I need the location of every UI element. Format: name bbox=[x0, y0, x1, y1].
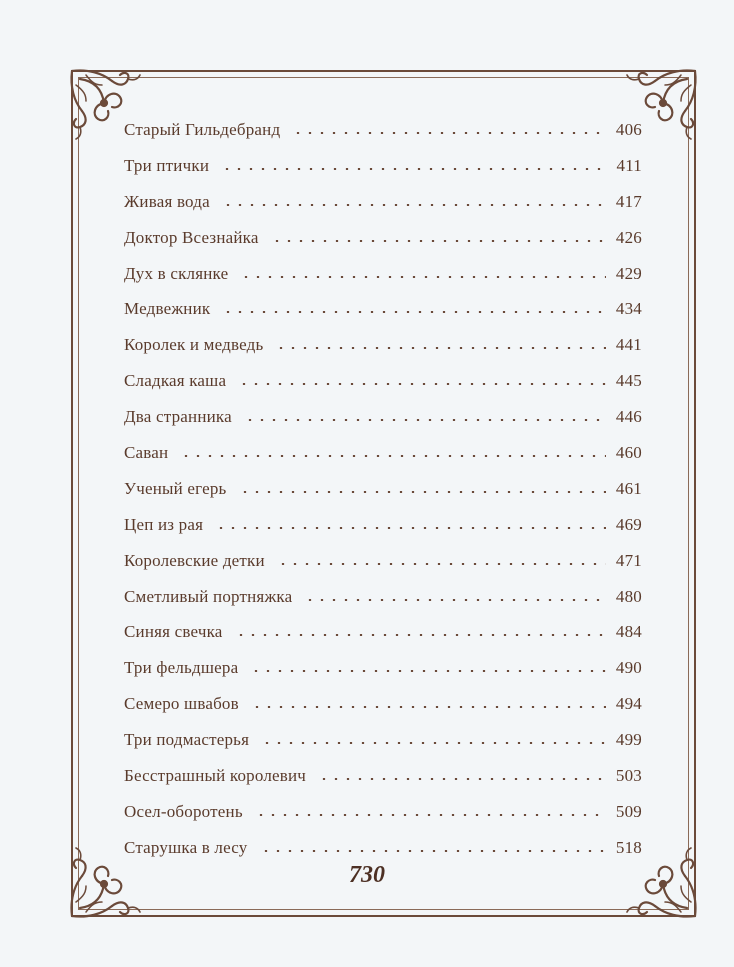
dot-leader bbox=[318, 778, 606, 780]
toc-entry-title: Доктор Всезнайка bbox=[124, 227, 259, 247]
toc-entry-title: Два странника bbox=[124, 407, 232, 427]
toc-entry-page: 484 bbox=[615, 622, 642, 642]
toc-entry[interactable] bbox=[124, 291, 642, 327]
toc-entry-title: Саван bbox=[124, 442, 169, 462]
toc-entry-page: 411 bbox=[616, 155, 642, 175]
toc-entry-page: 490 bbox=[615, 658, 642, 678]
toc-entry[interactable] bbox=[124, 435, 642, 471]
toc-entry-title: Старый Гильдебранд bbox=[124, 119, 281, 139]
toc-entry-title: Бесстрашный королевич bbox=[124, 765, 307, 785]
toc-entry[interactable] bbox=[124, 758, 642, 794]
toc-entry[interactable] bbox=[124, 220, 642, 256]
toc-entry-title: Живая вода bbox=[124, 191, 210, 211]
toc-entry-page: 417 bbox=[615, 191, 642, 211]
toc-entry[interactable] bbox=[124, 471, 642, 507]
toc-entry[interactable] bbox=[124, 579, 642, 615]
dot-leader bbox=[260, 850, 606, 852]
dot-leader bbox=[255, 814, 606, 816]
dot-leader bbox=[222, 204, 606, 206]
dot-leader bbox=[304, 599, 606, 601]
toc-entry-page: 461 bbox=[615, 478, 642, 498]
toc-entry[interactable] bbox=[124, 543, 642, 579]
toc-entry-page: 499 bbox=[615, 730, 642, 750]
toc-entry-title: Осел-оборотень bbox=[124, 801, 243, 821]
toc-entry-page: 494 bbox=[615, 694, 642, 714]
toc-entry-title: Дух в склянке bbox=[124, 263, 229, 283]
toc-entry-title: Семеро швабов bbox=[124, 694, 239, 714]
toc-entry-page: 426 bbox=[615, 227, 642, 247]
toc-entry-page: 480 bbox=[615, 586, 642, 606]
toc-entry[interactable] bbox=[124, 184, 642, 220]
dot-leader bbox=[180, 455, 606, 457]
dot-leader bbox=[240, 276, 606, 278]
toc-entry-title: Три фельдшера bbox=[124, 658, 239, 678]
toc-entry-title: Три птички bbox=[124, 155, 210, 175]
toc-entry[interactable] bbox=[124, 112, 642, 148]
toc-entry[interactable] bbox=[124, 830, 642, 866]
toc-entry[interactable] bbox=[124, 256, 642, 292]
toc-entry-page: 406 bbox=[615, 119, 642, 139]
toc-entry-page: 446 bbox=[615, 407, 642, 427]
toc-entry[interactable] bbox=[124, 327, 642, 363]
dot-leader bbox=[222, 311, 606, 313]
toc-entry-page: 471 bbox=[615, 550, 642, 570]
toc-entry-page: 434 bbox=[615, 299, 642, 319]
toc-entry[interactable] bbox=[124, 794, 642, 830]
dot-leader bbox=[235, 634, 606, 636]
dot-leader bbox=[275, 347, 605, 349]
toc-entry-title: Старушка в лесу bbox=[124, 837, 248, 857]
toc-entry-title: Королек и медведь bbox=[124, 335, 264, 355]
toc-entry[interactable] bbox=[124, 614, 642, 650]
toc-entry-title: Медвежник bbox=[124, 299, 211, 319]
dot-leader bbox=[244, 419, 606, 421]
toc-entry-title: Цеп из рая bbox=[124, 514, 204, 534]
toc-entry-page: 445 bbox=[615, 371, 642, 391]
dot-leader bbox=[292, 132, 606, 134]
toc-entry-page: 441 bbox=[615, 335, 642, 355]
toc-entry[interactable] bbox=[124, 650, 642, 686]
toc-entry[interactable] bbox=[124, 399, 642, 435]
toc-entry-title: Сладкая каша bbox=[124, 371, 227, 391]
dot-leader bbox=[215, 527, 606, 529]
dot-leader bbox=[271, 240, 606, 242]
toc-entry-page: 429 bbox=[615, 263, 642, 283]
toc-entry[interactable] bbox=[124, 507, 642, 543]
page-number: 730 bbox=[349, 862, 385, 888]
toc-entry-title: Синяя свечка bbox=[124, 622, 223, 642]
toc-entry-page: 469 bbox=[615, 514, 642, 534]
toc-entry-page: 509 bbox=[615, 801, 642, 821]
toc-entry-title: Три подмастерья bbox=[124, 730, 250, 750]
toc-entry-title: Королевские детки bbox=[124, 550, 265, 570]
dot-leader bbox=[221, 168, 606, 170]
toc-entry-page: 503 bbox=[615, 765, 642, 785]
toc-entry-title: Ученый егерь bbox=[124, 478, 227, 498]
dot-leader bbox=[277, 563, 606, 565]
toc-entry-page: 460 bbox=[615, 442, 642, 462]
table-of-contents bbox=[124, 112, 642, 866]
toc-entry-title: Сметливый портняжка bbox=[124, 586, 293, 606]
dot-leader bbox=[238, 383, 606, 385]
dot-leader bbox=[261, 742, 606, 744]
toc-entry[interactable] bbox=[124, 363, 642, 399]
dot-leader bbox=[250, 670, 606, 672]
toc-entry[interactable] bbox=[124, 148, 642, 184]
dot-leader bbox=[251, 706, 606, 708]
toc-entry-page: 518 bbox=[615, 837, 642, 857]
toc-entry[interactable] bbox=[124, 686, 642, 722]
toc-entry[interactable] bbox=[124, 722, 642, 758]
dot-leader bbox=[239, 491, 606, 493]
